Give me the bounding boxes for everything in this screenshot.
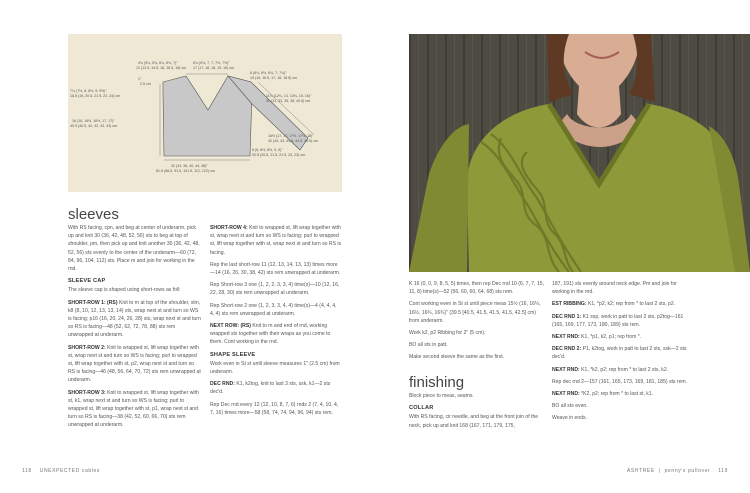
sweater-photo [409,34,750,272]
sleeves-heading: sleeves [68,206,119,223]
left-page-number: 118 [22,468,32,474]
right-column-2 [552,280,690,427]
dec-rnd: DEC RND: K1, k2tog, knit to last 3 sts, ssk, k1—2 sts dec'd. [210,381,331,396]
rep-dec: Rep dec rnd 2—157 (161, 165, 173, 169, 181, 185) sts rem. [552,378,688,385]
label-armhole: 7¼ (7½, 8, 8½, 9, 9½)" [70,89,107,93]
right-running-title: ASHTREE [626,468,655,474]
label-neck-width: 6¾ (6¾, 7, 7, 7½, 7½)" [193,61,230,65]
dec-rnd-2: DEC RND 2: P1, k2tog, work in patt to last 2 sts, ssk—2 sts dec'd. [552,346,687,361]
label-sleeve-length: 16½ (17, 17, 17½, 17½, 18)" [268,134,314,138]
label-neck-depth: 1" [138,77,142,81]
label-cuff-cm: 20.5 (20.5, 21.5, 21.5, 23, 23) cm [252,153,306,157]
right-column-1 [409,280,547,366]
collar-cont: 187, 191) sts evenly around neck edge. Pm and join for working in the rnd. [552,281,677,296]
collar-text: With RS facing, cir needle, and beg at the front join of the neck, pick up and knit 168 (167, 171, 179, 175, [409,414,539,429]
label-side-length-cm: 40.5 (40.5, 42, 42, 43, 43) cm [70,124,118,128]
label-hem-cm: 81.5 (86.5, 91.5, 101.5, 112, 122) cm [156,169,215,173]
short-row-1: SHORT-ROW 1: (RS) Knit to m at top of the shoulder, slm, k8 (8, 10, 12, 13, 13, 14) sts, wrap next st and turn so WS is facing; p16 (16, 20, 24, 26, 28) sts, wrap next st and turn so RS is facing—48 (52, 62, 72, 78, 88) sts rem unwrapped at underarm. [68,299,201,339]
left-running-title: UNEXPECTED cables [39,468,100,474]
label-hem: 32 (34, 36, 40, 44, 48)" [171,164,208,168]
label-sleeve-cap: 6 (6¼, 6½, 6¾, 7, 7¼)" [250,71,287,75]
sleeve-cap-title: SLEEVE CAP [68,278,106,285]
make-second: Make second sleeve the same as the first. [409,354,505,361]
right-pattern-name: penny's pullover [664,468,711,474]
shape-sleeve-title: SHAPE SLEEVE [210,351,256,358]
dec-rnd-1: DEC RND 1: K1 ssp, work in patt to last 2 sts, p2tog—161 (165, 169, 177, 173, 180, 189) sts rem. [552,313,684,328]
next-row: NEXT ROW: (RS) Knit to m and end of rnd, working wrapped sts together with their wraps as you come to them. Cont working in the rnd. [210,323,331,346]
repeat-3: Rep Short-row 2 one (1, 2, 3, 3, 4, 4) time(s)—4 (4, 4, 4, 4, 4) sts rem unwrapped at underarm. [210,302,337,317]
work-ribbing: Work k2, p2 Ribbing for 2" (5 cm). [409,330,486,337]
block-text: Block piece to meas, seams. [409,393,474,399]
bind-off: BO all sts in patt. [409,342,448,349]
label-cuff: 8 (8, 8½, 8½, 9, 9)" [252,148,283,152]
label-top-left: 4¾ (5¼, 5¾, 6¼, 6½, 7)" [138,61,178,65]
left-column-1 [68,224,201,434]
right-folio: ASHTREE | penny's pullover 119 [626,468,728,474]
collar-title: COLLAR [409,405,434,412]
label-top-left-cm: 12 (13.5, 14.5, 16, 16.5, 18) cm [136,66,187,70]
label-neck-depth-cm: 2.5 cm [140,82,151,86]
sleeve-cont: K 16 (0, 0, 9, 8, 5, 5) times, then rep Dec rnd 10 (6, 7, 7, 15, 11, 8) time(s)—52 (56, 60, 60, 64, 68) sts rem. [409,281,545,296]
repeat-1: Rep the last short-row 11 (12, 13, 14, 13, 13) times more—14 (16, 26, 30, 38, 42) sts rem unwrapped at underarm. [210,261,341,277]
dec-repeat: Rep Dec rnd every 12 (12, 10, 8, 7, 6) rnds 2 (7, 4, 10, 4, 7, 16) times more—58 (58, 74, 74, 94, 96, 94) sts rem. [210,401,339,416]
left-folio [22,468,100,474]
sleeve-cont-2: Cont working even in St st until piece meas 15½ (16, 16¼, 16½, 16¾, 16¾)" (39.5 [40.5, 41.5, 41.5, 41.5, 42.5] cm) from underarm. [409,301,541,324]
finishing-column [409,392,547,434]
next-rnd-3: NEXT RND: *K2, p2; rep from * to last st, k1. [552,391,654,398]
next-rnd-1: NEXT RND: K1, *p1, k2, p1; rep from *. [552,334,642,341]
short-row-4: SHORT-ROW 4: Knit to wrapped st, lift wrap together with st, wrap next st and turn so WS is facing; purl to wrapped st, lift wrap together with st, wrap next st and turn so RS is facing. [210,225,342,256]
est-ribbing: EST RIBBING: K1, *p2, k2; rep from * to last 2 sts, p2. [552,301,676,308]
right-page-number: 119 [718,468,728,474]
short-row-3: SHORT-ROW 3: Knit to wrapped st, lift wrap together with st, k1, wrap next st and turn so WS is facing; purl to wrapped st, lift wrap together with st, p1, wrap next st and turn so RS is facing—38 (42, 52, 60, 66, 70) sts rem unwrapped at underarm. [68,389,199,429]
next-rnd-2: NEXT RND: K1, *k2, p2; rep from * to last 2 sts, k2. [552,366,669,373]
label-armhole-cm: 18.5 (19, 20.5, 21.5, 23, 24) cm [70,94,121,98]
sleeves-intro: With RS facing, cpn, and beg at center of underarm, pick up and knit 30 (36, 42, 48, 52, 56) sts to beg at top of shoulder, pm, then pick up and knit another 30 (36, 42, 48, 52, 56) sts evenly to the center of the underarm—60 (72, 84, 96, 104, 112) sts. Place m and join for working in the rnd. [68,225,200,273]
label-neck-width-cm: 17 (17, 18, 18, 19, 19) cm [193,66,235,70]
short-row-2: SHORT-ROW 2: Knit to wrapped st, lift wrap together with st, wrap next st and turn so WS is facing; purl to wrapped st, lift wrap together with st, p2, wrap next st and turn so RS is facing—46 (48, 56, 64, 70, 72) sts rem unwrapped at underarm. [68,344,201,384]
sleeve-cap-intro: The sleeve cap is shaped using short-rows as foll: [68,287,181,294]
label-upper-arm-cm: 30 (31, 33, 35, 38, 40.5) cm [266,99,311,103]
shape-sleeve-text: Work even in St st until sleeve measures 1" (2.5 cm) from underarm. [210,360,340,376]
left-column-2 [210,224,342,421]
finishing-heading: finishing [409,374,465,391]
schematic-svg [68,34,342,192]
bind-off-2: BO all sts even. [552,403,588,410]
label-sleeve-length-cm: 42 (43, 43, 44.5, 44.5, 45.5) cm [268,139,319,143]
weave-ends: Weave in ends. [552,415,588,422]
label-sleeve-cap-cm: 15 (16, 16.5, 17, 18, 18.5) cm [250,76,298,80]
schematic-diagram [68,34,342,192]
sweater-photo-svg [409,34,750,272]
label-side-length: 16 (16, 16½, 16½, 17, 17)" [72,119,115,123]
repeat-2: Rep Short-row 3 one (1, 2, 2, 3, 3, 4) time(s)—10 (12, 16, 22, 28, 30) sts rem unwrapped at underarm. [210,282,340,297]
label-upper-arm: 11¾ (12¼, 13, 13¾, 15, 16)" [266,94,312,98]
